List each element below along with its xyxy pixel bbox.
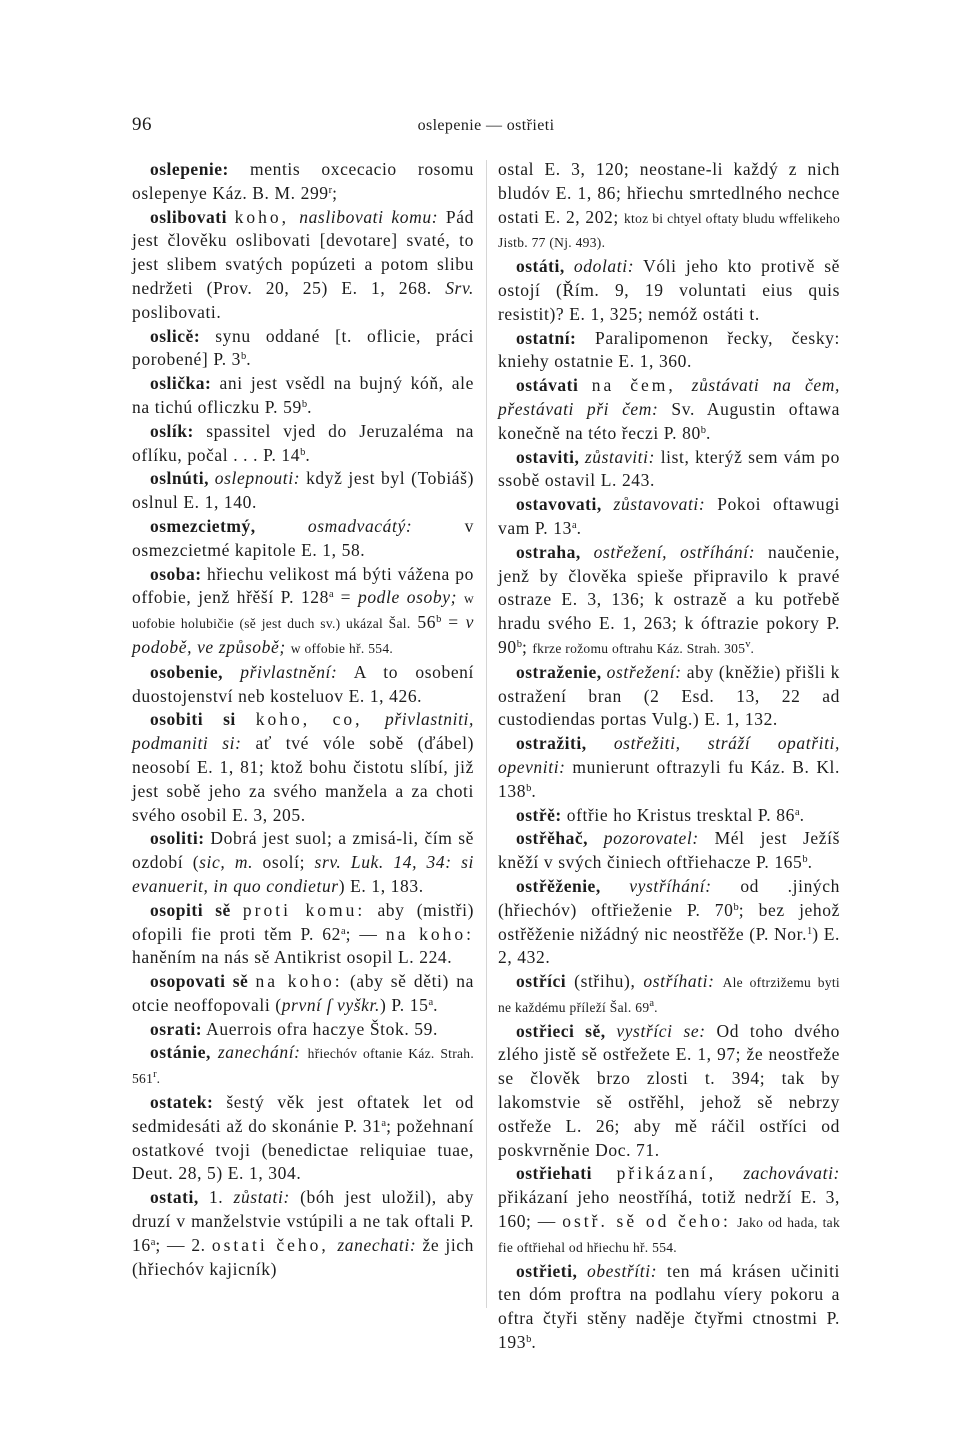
italic-text: obestříti: — [586, 1260, 658, 1281]
headword: ostřieti, — [516, 1260, 587, 1281]
entry-text: ; — — [345, 923, 386, 944]
superscript: b — [300, 446, 306, 458]
entry-text: když jest byl (Tobiáš) oslnul E. 1, 140. — [132, 468, 475, 513]
dictionary-entry — [132, 467, 474, 515]
superscript: a — [340, 925, 346, 937]
superscript: a — [428, 997, 434, 1009]
small-text: . — [654, 999, 658, 1015]
dictionary-entry — [498, 827, 840, 875]
italic-text: vystříhání: — [629, 875, 712, 896]
entry-text: ; bez jehož ostřěženie nižádný nic neostřěže (P. Nor. — [498, 899, 840, 944]
entry-text: ) E. 1, 183. — [338, 875, 424, 896]
spaced-text: na čem, — [591, 375, 692, 396]
dictionary-entry — [132, 325, 474, 373]
superscript: b — [516, 639, 522, 651]
entry-text: = — [441, 612, 466, 633]
headword: oslnúti, — [150, 468, 215, 489]
headword: ostřěženie, — [516, 875, 630, 896]
column-divider — [486, 160, 487, 1308]
small-text: . — [750, 640, 755, 656]
page-header — [132, 114, 840, 142]
italic-text: oslepnouti: — [214, 468, 301, 489]
headword: osobenie, — [150, 661, 241, 682]
entry-text: (aby sě děti) na otcie neoffopovali ( — [132, 971, 474, 1015]
entry-text: šestý věk jest oftatek let od sedmidesáti až do skonánie P. 31 — [132, 1092, 474, 1136]
entry-text: = — [333, 587, 358, 608]
italic-text: podle osoby; — [357, 587, 464, 608]
entry-text: . — [531, 1332, 537, 1353]
dictionary-entry — [498, 875, 840, 970]
entry-text: Dobrá jest suol; a zmisá-li, čím sě ozdobí ( — [132, 828, 474, 873]
italic-text: přivlastnění: — [240, 661, 338, 682]
dictionary-entry — [132, 970, 474, 1018]
headword: ostřě: — [516, 804, 562, 825]
dictionary-entry — [132, 899, 474, 970]
entry-text: . — [246, 349, 252, 370]
entry-text: osolí; — [253, 852, 315, 873]
small-text: w uofobie holubičie (sě jest duch sv.) ukázal Šal. — [132, 591, 474, 632]
italic-text: zůstávati na čem, přestávati při čem: — [498, 375, 840, 419]
small-text: . — [156, 1071, 161, 1087]
spaced-text: ostř. sě od čeho: — [562, 1211, 731, 1232]
entry-text: (střihu), — [566, 971, 644, 992]
italic-text: Srv. — [445, 277, 474, 298]
small-text: ktoz bi chtyel oftaty bludu wffelikeho Jistb. 77 (Nj. 493). — [498, 210, 840, 251]
headword: ostříci — [516, 971, 567, 992]
dictionary-entry — [132, 206, 474, 325]
italic-text: v podobě, ve způsobě; — [132, 612, 474, 657]
superscript: a — [794, 806, 800, 818]
entry-text: že jich (hřiechóv kajicník) — [132, 1234, 475, 1279]
entry-text: od .jiných (hřiechóv) oftřieženie P. 70 — [498, 875, 840, 920]
italic-text: srv. Luk. 14, 34: si evanuerit, in quo condietur — [132, 852, 475, 896]
spaced-text: na koho: — [385, 923, 474, 944]
headword: oslicě: — [150, 325, 201, 346]
entry-text: Paralipomenon řecky, česky: kniehy ostatnie E. 1, 360. — [498, 327, 840, 372]
entry-text: Auerrois ofra haczye Štok. 59. — [202, 1018, 438, 1039]
entry-text: Pokoi oftawugi vam P. 13 — [498, 494, 840, 538]
spaced-text: koho, co, — [255, 709, 385, 730]
italic-text: ostřežení: — [606, 661, 682, 682]
italic-text: zůstaviti: — [584, 446, 656, 467]
italic-text: první ſ vyškr. — [281, 994, 380, 1015]
headword: oslibovati — [150, 206, 235, 227]
dictionary-entry — [498, 732, 840, 803]
dictionary-entry — [498, 493, 840, 541]
headword: ostatní: — [516, 327, 577, 348]
spaced-text: na koho: — [255, 971, 343, 992]
left-column — [132, 158, 474, 1281]
superscript: a — [571, 520, 577, 532]
dictionary-entry — [498, 1162, 840, 1259]
dictionary-entry — [132, 420, 474, 468]
entry-text: Sv. Augustin oftawa konečně na této řeczi P. 80 — [498, 398, 840, 443]
entry-text: . — [807, 852, 813, 873]
superscript: a — [329, 589, 334, 601]
superscript: b — [802, 854, 808, 866]
italic-text: odolati: — [573, 256, 635, 277]
superscript: r — [153, 1069, 157, 1081]
entry-text: munierunt oftrazyli fu Káz. B. Kl. 138 — [498, 756, 840, 801]
dictionary-entry — [498, 255, 840, 326]
dictionary-entry — [132, 515, 474, 563]
dictionary-entry — [498, 541, 840, 661]
entry-text: . — [531, 780, 537, 801]
italic-text: zanechání: — [217, 1042, 301, 1063]
entry-text: poslibovati. — [132, 301, 222, 322]
superscript: b — [436, 614, 442, 626]
headword: oslička: — [150, 373, 212, 394]
headword: ostavovati, — [516, 494, 614, 515]
dictionary-entry — [498, 1020, 840, 1163]
dictionary-entry — [132, 563, 474, 661]
entry-text: . — [799, 804, 805, 825]
entry-text: haněním na nás sě Antikrist osopil L. 224. — [132, 947, 453, 968]
dictionary-entry — [498, 970, 840, 1020]
entry-text: aby (kněžie) přišli k ostražení bran (2 Esd. 13, 22 ad custodiendas portas Vulg.) E. 1, 132. — [498, 661, 840, 730]
headword: ostatek: — [150, 1092, 214, 1113]
running-title: oslepenie — ostřieti — [417, 117, 555, 134]
entry-text: ) P. 15 — [380, 994, 429, 1015]
spaced-text: ostati čeho, — [211, 1234, 338, 1255]
headword: ostávati — [516, 375, 592, 396]
headword: ostati, — [150, 1187, 199, 1208]
entry-text: . — [576, 517, 582, 538]
entry-text: . — [305, 444, 311, 465]
headword: osrati: — [150, 1018, 203, 1039]
small-text: Ale oftrzižemu byti ne každému příleží Šal. 69 — [498, 975, 840, 1015]
entry-text: naučenie, jenž by člověka spieše připravilo k pravé ostraze E. 3, 136; k ostrazě a ku potřebě hradu svého E. 1, 263; k óftrazie pokory P. 90 — [498, 541, 841, 657]
superscript: a — [150, 1237, 156, 1249]
entry-text: 56 — [410, 612, 437, 633]
small-text: fkrze rožomu oftrahu Káz. Strah. 305 — [532, 640, 746, 656]
entry-text: v osmezcietmé kapitole E. 1, 58. — [132, 515, 474, 560]
superscript: b — [526, 1334, 532, 1346]
small-text: w offobie hř. 554. — [290, 640, 394, 656]
dictionary-entry — [132, 1018, 474, 1042]
entry-text: (bóh jest uložil), aby druzí v manželstvie vstúpili a ne tak oftali P. 16 — [132, 1187, 474, 1255]
entry-text: ; — 2. — [155, 1234, 212, 1255]
superscript: a — [381, 1118, 387, 1130]
headword: oslík: — [150, 420, 194, 441]
dictionary-entry — [498, 374, 840, 445]
entry-text: aby (mistři) ofopili fie proti těm P. 62 — [132, 899, 474, 944]
entry-text: list, kterýž sem vám po ssobě ostavil L. 243. — [498, 446, 840, 491]
italic-text: pozorovatel: — [603, 828, 699, 849]
entry-text: . — [433, 994, 439, 1015]
right-column — [498, 158, 840, 1355]
headword: ostřiehati — [516, 1163, 617, 1184]
headword: osopiti sě — [150, 899, 243, 920]
superscript: 1 — [807, 925, 813, 937]
superscript: b — [733, 901, 739, 913]
headword: oslepenie: — [150, 159, 229, 179]
entry-text: . — [307, 396, 313, 417]
entry-text — [301, 1042, 308, 1062]
entry-text: ten má krásen učiniti ten dóm proftra na podlahu víery pokoru a oftra čtyři stěny naděje čtyřmi ctnostmi P. 193 — [498, 1260, 840, 1353]
superscript: b — [301, 399, 308, 411]
dictionary-entry — [498, 1260, 840, 1355]
italic-text: osmadvacátý: — [307, 515, 413, 536]
italic-text: sic, m. — [199, 852, 254, 873]
entry-text: Vóli jeho kto protivě sě ostojí (Řím. 9, 19 voluntati eius quis resistit)? E. 1, 325; nemóž ostáti t. — [498, 256, 841, 324]
entry-text: oftřie ho Kristus tresktal P. 86 — [561, 804, 795, 825]
entry-text: ani jest vsědl na bujný kóň, ale na tichú ofliczku P. 59 — [132, 373, 474, 417]
entry-text: ) E. 2, 432. — [498, 923, 840, 968]
entry-text: hřiechu velikost má býti vážena po offobie, jenž hřěší P. 128 — [132, 563, 474, 608]
superscript: v — [745, 639, 751, 651]
headword: ostřieci sě, — [516, 1020, 617, 1041]
headword: ostražiti, — [516, 733, 614, 754]
superscript: b — [526, 782, 532, 794]
page-number: 96 — [132, 114, 152, 135]
small-text: Jako od hada, tak fie oftřiehal od hřiechu hř. 554. — [498, 1215, 841, 1255]
italic-text: zanechati: — [337, 1234, 417, 1255]
superscript: r — [328, 185, 333, 197]
superscript: b — [700, 425, 707, 436]
superscript: a — [649, 998, 655, 1010]
headword: osoliti: — [150, 828, 205, 849]
entry-text: ať tvé vóle sobě (ďábel) neosobí E. 1, 81; ktož bohu čistotu slíbí, již jest sobě jeho za svého manžela a za choti svého osobil E. 3, 205. — [132, 733, 474, 825]
entry-text: 1. — [198, 1187, 234, 1208]
entry-text: . — [706, 422, 712, 443]
italic-text: zůstati: — [233, 1187, 290, 1208]
entry-text: přikázaní jeho neostříhá, totiž nedrží E. 3, 160; — — [498, 1187, 840, 1232]
dictionary-entry — [132, 827, 474, 898]
italic-text: ostříhati: — [643, 971, 715, 992]
entry-text — [715, 971, 723, 991]
dictionary-entry — [498, 804, 840, 828]
dictionary-entry — [132, 661, 474, 709]
italic-text: zachovávati: — [743, 1163, 840, 1184]
dictionary-entry — [498, 661, 840, 732]
dictionary-entry — [498, 327, 840, 375]
italic-text: vystříci se: — [616, 1020, 706, 1041]
entry-text: spassitel vjed do Jeruzaléma na oflíku, počal . . . P. 14 — [132, 420, 474, 465]
italic-text: zůstavovati: — [613, 494, 706, 515]
headword: ostaviti, — [516, 446, 585, 467]
superscript: b — [241, 351, 247, 363]
dictionary-entry — [132, 372, 474, 420]
headword: ostraha, — [516, 541, 594, 562]
dictionary-entry — [498, 158, 840, 255]
headword: osmezcietmý, — [150, 515, 308, 536]
dictionary-entry — [132, 708, 474, 827]
entry-text: Pád jest člověku oslibovati [devotare] svaté, to jest slibem svatých popúzeti a potom slibu nedržeti (Prov. 20, 25) E. 1, 268. — [132, 206, 474, 298]
italic-text: ostřežiti, stráží opatřiti, opevniti: — [498, 733, 840, 777]
entry-text: mentis oxcecacio rosomu oslepenye Káz. B. M. 299 — [132, 159, 474, 203]
dictionary-entry — [498, 446, 840, 494]
dictionary-entry — [132, 1041, 474, 1091]
entry-text: Mél jest Ježíš kněží v svých činiech oftřiehacze P. 165 — [498, 828, 840, 873]
italic-text: naslibovati komu: — [299, 206, 439, 227]
headword: ostraženie, — [516, 661, 607, 682]
headword: ostáti, — [516, 256, 574, 277]
headword: ostřěhač, — [516, 828, 604, 849]
dictionary-entry — [132, 158, 474, 206]
entry-text: A to osobení duostojenství neb kosteluov E. 1, 426. — [132, 661, 474, 706]
italic-text: přivlastniti, podmaniti si: — [132, 709, 474, 754]
headword: osopovati sě — [150, 971, 256, 992]
spaced-text: proti komu: — [242, 899, 366, 920]
spaced-text: přikázaní, — [616, 1163, 744, 1184]
entry-text: synu oddané [t. oflicie, práci porobené] P. 3 — [132, 325, 474, 370]
headword: osobiti si — [150, 709, 256, 730]
entry-text: ; — [521, 636, 533, 657]
entry-text: ; — [332, 182, 338, 203]
small-text: hřiechóv oftanie Káz. Strah. 561 — [132, 1046, 475, 1087]
entry-text: Od toho dvého zlého jistě sě ostřežete E. 1, 97; že neostřeže se člověk brzo zlosti t. 394; tak by lakomstvie sě ostřěhl, jehož sě nebrzy ostřeže L. 26; aby mě ráčil ostříci od poskvrněnie Doc. 71. — [498, 1020, 840, 1160]
spaced-text: koho, — [234, 206, 300, 227]
italic-text: ostřežení, ostříhání: — [593, 541, 756, 562]
headword: osoba: — [150, 563, 202, 584]
headword: ostánie, — [150, 1042, 218, 1063]
dictionary-entry — [132, 1186, 474, 1281]
entry-text: ostal E. 3, 120; neostane-li každý z nich bludóv E. 1, 86; hřiechu smrtedlného nechce ostati E. 2, 202; — [498, 159, 840, 227]
dictionary-entry — [132, 1091, 474, 1186]
entry-text: ; požehnaní ostatkové tvoji (benedictae reliquiae tuae, Deut. 28, 5) E. 1, 304. — [132, 1115, 474, 1184]
